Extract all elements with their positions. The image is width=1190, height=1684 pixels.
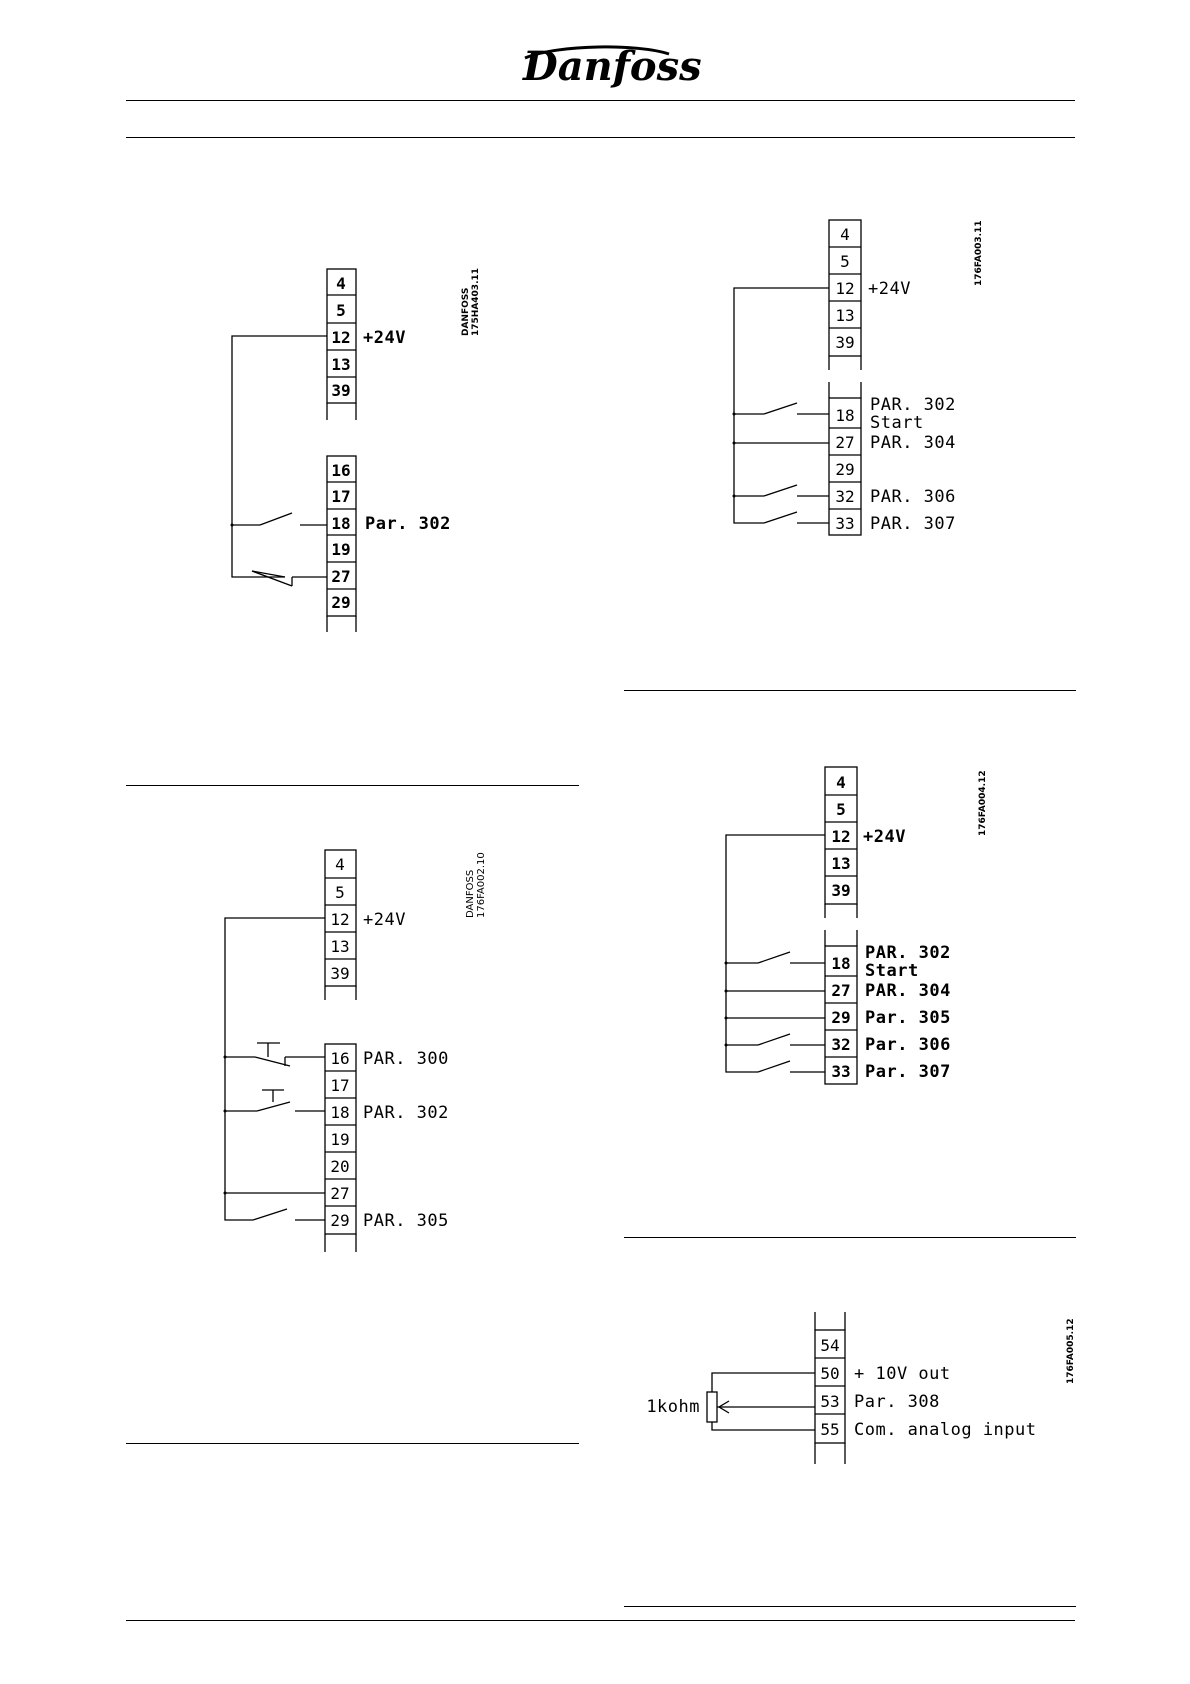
- terminal-29: 29: [330, 1211, 350, 1230]
- terminal-18: 18: [835, 406, 855, 425]
- par-307-label: Par. 307: [865, 1062, 951, 1082]
- terminal-32: 32: [835, 487, 855, 506]
- terminal-12: 12: [331, 328, 351, 347]
- terminal-16: 16: [331, 461, 351, 480]
- terminal-12: 12: [835, 279, 855, 298]
- terminal-4: 4: [336, 274, 346, 293]
- par-302-label: Par. 302: [365, 514, 451, 534]
- par-302-label: PAR. 302: [870, 395, 956, 415]
- plus24v-label: +24V: [863, 827, 906, 847]
- par-300-label: PAR. 300: [363, 1049, 449, 1069]
- terminal-18: 18: [831, 954, 851, 973]
- par-308-label: Par. 308: [854, 1392, 940, 1412]
- par-302-label: PAR. 302: [363, 1103, 449, 1123]
- drawing-code-line-1: DANFOSS: [461, 287, 471, 336]
- par-302-label: PAR. 302: [865, 943, 951, 963]
- terminal-block: [815, 1312, 1037, 1464]
- terminal-29: 29: [831, 1008, 851, 1027]
- drawing-code-line-2: 175HA403.11: [471, 267, 481, 336]
- terminal-13: 13: [831, 854, 851, 873]
- drawing-code: 176FA004.12: [978, 770, 988, 836]
- terminal-19: 19: [331, 540, 351, 559]
- par-306-label: Par. 306: [865, 1035, 951, 1055]
- terminal-39: 39: [330, 964, 350, 983]
- terminal-29: 29: [835, 460, 855, 479]
- terminal-20: 20: [330, 1157, 350, 1176]
- terminal-50: 50: [820, 1364, 840, 1383]
- drawing-code-line-2: 176FA002.10: [476, 852, 487, 918]
- terminal-27: 27: [835, 433, 855, 452]
- par-304-label: PAR. 304: [870, 433, 956, 453]
- drawing-code-line-1: DANFOSS: [465, 869, 476, 918]
- par-304-label: PAR. 304: [865, 981, 951, 1001]
- terminal-39: 39: [331, 381, 351, 400]
- plus-10v-out-label: + 10V out: [854, 1364, 951, 1384]
- plus24v-label: +24V: [363, 328, 406, 348]
- drawing-code: 176FA005.12: [1066, 1318, 1076, 1384]
- par-306-label: PAR. 306: [870, 487, 956, 507]
- par-305-label: PAR. 305: [363, 1211, 449, 1231]
- potentiometer: [646, 1373, 815, 1430]
- terminal-55: 55: [820, 1420, 840, 1439]
- terminal-5: 5: [336, 301, 346, 320]
- terminal-5: 5: [335, 883, 345, 902]
- terminal-12: 12: [330, 910, 350, 929]
- terminal-33: 33: [835, 514, 855, 533]
- terminal-53: 53: [820, 1392, 840, 1411]
- terminal-33: 33: [831, 1062, 851, 1081]
- terminal-54: 54: [820, 1336, 840, 1355]
- start-label: Start: [865, 961, 919, 981]
- terminal-18: 18: [330, 1103, 350, 1122]
- terminal-32: 32: [831, 1035, 851, 1054]
- terminal-4: 4: [335, 855, 345, 874]
- plus24v-label: +24V: [363, 910, 406, 930]
- terminal-5: 5: [840, 252, 850, 271]
- terminal-13: 13: [835, 306, 855, 325]
- drawing-code: 176FA003.11: [974, 220, 984, 286]
- terminal-27: 27: [831, 981, 851, 1000]
- start-label: Start: [870, 413, 924, 433]
- terminal-13: 13: [330, 937, 350, 956]
- terminal-27: 27: [331, 567, 351, 586]
- terminal-16: 16: [330, 1049, 350, 1068]
- par-307-label: PAR. 307: [870, 514, 956, 534]
- logo-text: Danfoss: [523, 43, 702, 90]
- terminal-39: 39: [835, 333, 855, 352]
- terminal-17: 17: [331, 487, 351, 506]
- terminal-12: 12: [831, 827, 851, 846]
- terminal-17: 17: [330, 1076, 350, 1095]
- terminal-19: 19: [330, 1130, 350, 1149]
- terminal-39: 39: [831, 881, 851, 900]
- terminal-5: 5: [836, 800, 846, 819]
- terminal-4: 4: [840, 225, 850, 244]
- par-305-label: Par. 305: [865, 1008, 951, 1028]
- com-analog-input-label: Com. analog input: [854, 1420, 1037, 1440]
- terminal-4: 4: [836, 773, 846, 792]
- terminal-13: 13: [331, 355, 351, 374]
- terminal-18: 18: [331, 514, 351, 533]
- resistor-1kohm-label: 1kohm: [646, 1397, 700, 1417]
- plus24v-label: +24V: [868, 279, 911, 299]
- terminal-27: 27: [330, 1184, 350, 1203]
- terminal-29: 29: [331, 593, 351, 612]
